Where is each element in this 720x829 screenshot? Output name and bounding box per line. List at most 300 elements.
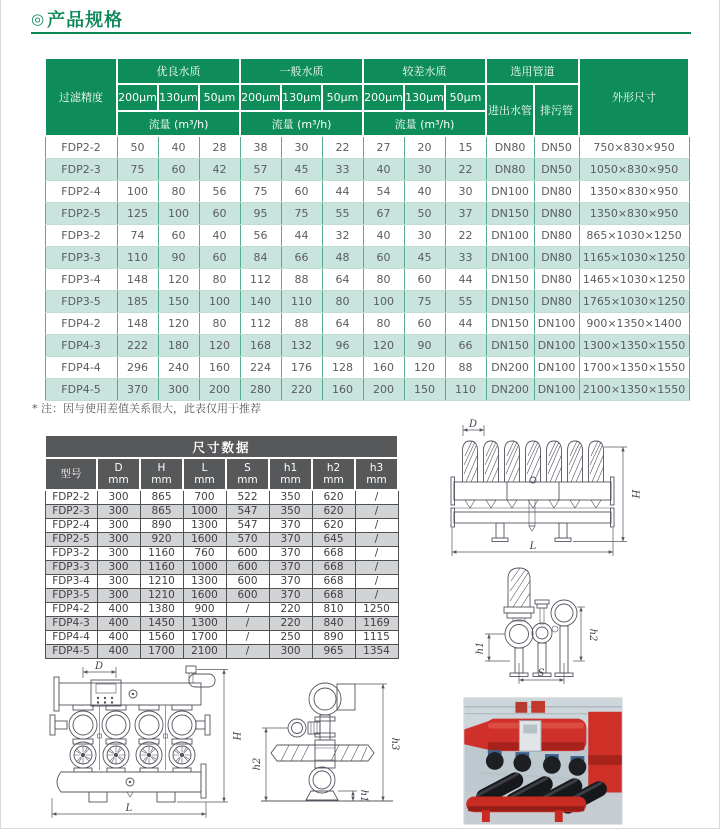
- value-cell: 620: [312, 504, 355, 518]
- model-cell: FDP3-2: [45, 546, 97, 560]
- value-cell: DN100: [486, 246, 534, 268]
- value-cell: 75: [240, 180, 281, 202]
- value-cell: 95: [240, 202, 281, 224]
- model-cell: FDP2-3: [45, 158, 117, 180]
- value-cell: 600: [226, 546, 269, 560]
- value-cell: 64: [322, 268, 363, 290]
- value-cell: 148: [117, 312, 158, 334]
- value-cell: 168: [240, 334, 281, 356]
- dim-label-h2: h2: [252, 757, 263, 771]
- value-cell: 44: [322, 180, 363, 202]
- value-cell: 75: [117, 158, 158, 180]
- model-cell: FDP4-2: [45, 602, 97, 616]
- value-cell: 22: [322, 136, 363, 158]
- value-cell: 40: [199, 224, 240, 246]
- value-cell: 40: [363, 158, 404, 180]
- value-cell: 55: [322, 202, 363, 224]
- value-cell: 810: [312, 602, 355, 616]
- value-cell: 300: [97, 546, 140, 560]
- value-cell: 84: [240, 246, 281, 268]
- value-cell: 30: [404, 224, 445, 246]
- size-table-row: [45, 616, 398, 630]
- size-table-header-row: [45, 458, 398, 490]
- size-table-row: [45, 560, 398, 574]
- size-column-header: h3 mm: [355, 458, 398, 490]
- value-cell: 100: [199, 290, 240, 312]
- value-cell: 1350×830×950: [579, 180, 689, 202]
- value-cell: 33: [322, 158, 363, 180]
- model-cell: FDP4-5: [45, 378, 117, 400]
- value-cell: DN100: [534, 378, 579, 400]
- value-cell: DN80: [534, 224, 579, 246]
- value-cell: DN200: [486, 356, 534, 378]
- drawing-single-unit-side-view: [253, 664, 413, 826]
- value-cell: 60: [363, 246, 404, 268]
- bullseye-icon: ◎: [31, 10, 45, 28]
- value-cell: /: [355, 574, 398, 588]
- size-table-row: [45, 532, 398, 546]
- value-cell: 900×1350×1400: [579, 312, 689, 334]
- value-cell: 40: [404, 180, 445, 202]
- flow-header: 流量 (m³/h): [240, 111, 363, 136]
- value-cell: 2100: [183, 644, 226, 658]
- value-cell: 668: [312, 574, 355, 588]
- value-cell: DN80: [534, 268, 579, 290]
- value-cell: 620: [312, 518, 355, 532]
- section-title: [31, 6, 123, 32]
- dim-label-h3: h3: [389, 737, 400, 751]
- value-cell: 1560: [140, 630, 183, 644]
- spec-table-row: [45, 334, 689, 356]
- value-cell: 128: [322, 356, 363, 378]
- value-cell: 1450: [140, 616, 183, 630]
- value-cell: 32: [322, 224, 363, 246]
- value-cell: 160: [363, 356, 404, 378]
- dim-label-h: H: [230, 731, 241, 741]
- value-cell: DN100: [486, 180, 534, 202]
- value-cell: 1160: [140, 546, 183, 560]
- value-cell: 37: [445, 202, 486, 224]
- value-cell: 620: [312, 490, 355, 504]
- value-cell: 668: [312, 588, 355, 602]
- value-cell: 75: [404, 290, 445, 312]
- value-cell: 370: [269, 574, 312, 588]
- value-cell: 1000: [183, 560, 226, 574]
- value-cell: 890: [140, 518, 183, 532]
- value-cell: /: [355, 504, 398, 518]
- size-table-row: [45, 602, 398, 616]
- value-cell: DN80: [534, 180, 579, 202]
- value-cell: 185: [117, 290, 158, 312]
- model-cell: FDP2-4: [45, 180, 117, 202]
- value-cell: 100: [158, 202, 199, 224]
- value-cell: 176: [281, 356, 322, 378]
- size-table-row: [45, 546, 398, 560]
- value-cell: 80: [322, 290, 363, 312]
- value-cell: 350: [269, 504, 312, 518]
- value-cell: 220: [269, 616, 312, 630]
- dim-label-l: L: [529, 541, 537, 552]
- value-cell: 160: [199, 356, 240, 378]
- size-table: [44, 434, 399, 659]
- value-cell: 1600: [183, 532, 226, 546]
- value-cell: 80: [158, 180, 199, 202]
- drawing-four-unit-front-view: [47, 661, 241, 826]
- value-cell: 1600: [183, 588, 226, 602]
- value-cell: 60: [199, 202, 240, 224]
- value-cell: 865: [140, 490, 183, 504]
- value-cell: 112: [240, 312, 281, 334]
- value-cell: 132: [281, 334, 322, 356]
- value-cell: /: [226, 644, 269, 658]
- value-cell: /: [226, 616, 269, 630]
- value-cell: 220: [269, 602, 312, 616]
- value-cell: DN80: [534, 202, 579, 224]
- value-cell: 890: [312, 630, 355, 644]
- value-cell: 547: [226, 518, 269, 532]
- value-cell: 42: [199, 158, 240, 180]
- spec-table-row: [45, 378, 689, 400]
- model-cell: FDP3-4: [45, 268, 117, 290]
- value-cell: 300: [269, 644, 312, 658]
- model-cell: FDP3-5: [45, 290, 117, 312]
- value-cell: 90: [158, 246, 199, 268]
- value-cell: DN100: [534, 312, 579, 334]
- drawing-filter-side-view: [451, 563, 646, 700]
- value-cell: 64: [322, 312, 363, 334]
- value-cell: DN150: [486, 334, 534, 356]
- value-cell: 1465×1030×1250: [579, 268, 689, 290]
- spec-col-filter-precision: 过滤精度: [45, 58, 117, 136]
- value-cell: 110: [117, 246, 158, 268]
- spec-group-pipes: 选用管道: [486, 58, 579, 84]
- flow-header: 流量 (m³/h): [363, 111, 486, 136]
- value-cell: 66: [445, 334, 486, 356]
- value-cell: DN100: [486, 224, 534, 246]
- value-cell: 60: [404, 268, 445, 290]
- value-cell: 60: [281, 180, 322, 202]
- value-cell: 50: [404, 202, 445, 224]
- size-table-body: [45, 490, 398, 658]
- micron-header: 130μm: [158, 84, 199, 111]
- size-column-header: L mm: [183, 458, 226, 490]
- footnote: * 注：因与使用差值关系很大，此表仅用于推荐: [32, 402, 261, 415]
- dim-label-h: H: [629, 489, 640, 499]
- model-cell: FDP2-2: [45, 490, 97, 504]
- value-cell: 1350×830×950: [579, 202, 689, 224]
- model-cell: FDP3-2: [45, 224, 117, 246]
- value-cell: 300: [97, 588, 140, 602]
- spec-table-row: [45, 136, 689, 158]
- model-cell: FDP4-3: [45, 616, 97, 630]
- dim-label-h1: h1: [358, 789, 369, 803]
- dim-label-l: L: [125, 803, 133, 814]
- size-column-header: h1 mm: [269, 458, 312, 490]
- spec-group-excellent-water: 优良水质: [117, 58, 240, 84]
- value-cell: 200: [199, 378, 240, 400]
- value-cell: 120: [158, 268, 199, 290]
- spec-table-row: [45, 356, 689, 378]
- value-cell: 60: [404, 312, 445, 334]
- value-cell: 110: [281, 290, 322, 312]
- value-cell: 112: [240, 268, 281, 290]
- model-cell: FDP4-2: [45, 312, 117, 334]
- value-cell: 140: [240, 290, 281, 312]
- value-cell: 75: [281, 202, 322, 224]
- value-cell: /: [355, 518, 398, 532]
- value-cell: 120: [363, 334, 404, 356]
- size-column-header: h2 mm: [312, 458, 355, 490]
- value-cell: 2100×1350×1550: [579, 378, 689, 400]
- value-cell: 1300: [183, 616, 226, 630]
- value-cell: 1210: [140, 588, 183, 602]
- model-cell: FDP3-3: [45, 560, 97, 574]
- value-cell: 1000: [183, 504, 226, 518]
- value-cell: 22: [445, 158, 486, 180]
- value-cell: 1765×1030×1250: [579, 290, 689, 312]
- size-column-header: D mm: [97, 458, 140, 490]
- value-cell: 370: [117, 378, 158, 400]
- value-cell: 1169: [355, 616, 398, 630]
- model-cell: FDP2-2: [45, 136, 117, 158]
- model-cell: FDP4-3: [45, 334, 117, 356]
- value-cell: 750×830×950: [579, 136, 689, 158]
- title-underline: [31, 32, 691, 34]
- value-cell: 965: [312, 644, 355, 658]
- value-cell: 45: [404, 246, 445, 268]
- value-cell: 1700×1350×1550: [579, 356, 689, 378]
- value-cell: 200: [363, 378, 404, 400]
- micron-header: 200μm: [240, 84, 281, 111]
- value-cell: 40: [158, 136, 199, 158]
- model-cell: FDP4-4: [45, 356, 117, 378]
- model-cell: FDP2-5: [45, 202, 117, 224]
- micron-header: 200μm: [363, 84, 404, 111]
- size-table-row: [45, 644, 398, 658]
- model-cell: FDP3-3: [45, 246, 117, 268]
- micron-header: 200μm: [117, 84, 158, 111]
- value-cell: 44: [445, 268, 486, 290]
- dim-label-h1: h1: [475, 641, 486, 655]
- value-cell: /: [355, 532, 398, 546]
- value-cell: 90: [404, 334, 445, 356]
- value-cell: 350: [269, 490, 312, 504]
- value-cell: 840: [312, 616, 355, 630]
- value-cell: 44: [281, 224, 322, 246]
- section-title-text: 产品规格: [47, 10, 124, 31]
- value-cell: 80: [199, 312, 240, 334]
- inlet-outlet-pipe-header: 进出水管: [486, 84, 534, 136]
- value-cell: 45: [281, 158, 322, 180]
- spec-table-body: [45, 136, 689, 400]
- value-cell: DN80: [486, 158, 534, 180]
- value-cell: 125: [117, 202, 158, 224]
- value-cell: /: [355, 490, 398, 504]
- value-cell: 1700: [140, 644, 183, 658]
- model-cell: FDP2-3: [45, 504, 97, 518]
- spec-table-row: [45, 202, 689, 224]
- value-cell: 50: [117, 136, 158, 158]
- value-cell: DN80: [486, 136, 534, 158]
- value-cell: 120: [158, 312, 199, 334]
- spec-table-row: [45, 224, 689, 246]
- value-cell: 40: [363, 224, 404, 246]
- value-cell: 67: [363, 202, 404, 224]
- value-cell: 57: [240, 158, 281, 180]
- value-cell: 600: [226, 574, 269, 588]
- value-cell: /: [226, 602, 269, 616]
- model-cell: FDP3-5: [45, 588, 97, 602]
- value-cell: 570: [226, 532, 269, 546]
- value-cell: 1160: [140, 560, 183, 574]
- size-table-row: [45, 490, 398, 504]
- value-cell: 30: [281, 136, 322, 158]
- value-cell: 60: [199, 246, 240, 268]
- value-cell: 38: [240, 136, 281, 158]
- value-cell: DN150: [486, 268, 534, 290]
- value-cell: 30: [445, 180, 486, 202]
- value-cell: 700: [183, 490, 226, 504]
- size-table-row: [45, 574, 398, 588]
- value-cell: 100: [117, 180, 158, 202]
- value-cell: 1250: [355, 602, 398, 616]
- micron-header: 130μm: [404, 84, 445, 111]
- value-cell: 300: [97, 574, 140, 588]
- value-cell: 600: [226, 560, 269, 574]
- value-cell: /: [226, 630, 269, 644]
- spec-group-general-water: 一般水质: [240, 58, 363, 84]
- value-cell: 250: [269, 630, 312, 644]
- dim-label-h2: h2: [587, 628, 598, 642]
- value-cell: 96: [322, 334, 363, 356]
- spec-table-row: [45, 158, 689, 180]
- value-cell: 48: [322, 246, 363, 268]
- value-cell: 28: [199, 136, 240, 158]
- value-cell: 220: [281, 378, 322, 400]
- value-cell: 1210: [140, 574, 183, 588]
- value-cell: 74: [117, 224, 158, 246]
- value-cell: 1165×1030×1250: [579, 246, 689, 268]
- value-cell: 150: [404, 378, 445, 400]
- value-cell: 240: [158, 356, 199, 378]
- value-cell: 522: [226, 490, 269, 504]
- value-cell: 600: [226, 588, 269, 602]
- value-cell: DN80: [534, 246, 579, 268]
- value-cell: 300: [97, 560, 140, 574]
- spec-group-poor-water: 较差水质: [363, 58, 486, 84]
- value-cell: 15: [445, 136, 486, 158]
- value-cell: 60: [158, 224, 199, 246]
- value-cell: DN80: [534, 290, 579, 312]
- value-cell: DN50: [534, 136, 579, 158]
- value-cell: 160: [322, 378, 363, 400]
- value-cell: 668: [312, 546, 355, 560]
- value-cell: 296: [117, 356, 158, 378]
- value-cell: DN200: [486, 378, 534, 400]
- value-cell: 56: [240, 224, 281, 246]
- value-cell: 1380: [140, 602, 183, 616]
- value-cell: 55: [445, 290, 486, 312]
- value-cell: 400: [97, 644, 140, 658]
- value-cell: 20: [404, 136, 445, 158]
- value-cell: 1300×1350×1550: [579, 334, 689, 356]
- value-cell: 865: [140, 504, 183, 518]
- size-table-row: [45, 518, 398, 532]
- dim-label-d: D: [94, 661, 104, 672]
- value-cell: 370: [269, 546, 312, 560]
- value-cell: 1115: [355, 630, 398, 644]
- value-cell: 22: [445, 224, 486, 246]
- model-cell: FDP4-5: [45, 644, 97, 658]
- value-cell: DN50: [534, 158, 579, 180]
- value-cell: 1354: [355, 644, 398, 658]
- value-cell: DN150: [486, 312, 534, 334]
- value-cell: /: [355, 560, 398, 574]
- value-cell: 760: [183, 546, 226, 560]
- dim-label-s: S: [537, 668, 545, 679]
- value-cell: 1300: [183, 518, 226, 532]
- value-cell: 400: [97, 630, 140, 644]
- value-cell: 150: [158, 290, 199, 312]
- value-cell: 224: [240, 356, 281, 378]
- spec-table-row: [45, 180, 689, 202]
- value-cell: 370: [269, 560, 312, 574]
- drain-pipe-header: 排污管: [534, 84, 579, 136]
- value-cell: 56: [199, 180, 240, 202]
- value-cell: 88: [445, 356, 486, 378]
- spec-table-row: [45, 312, 689, 334]
- micron-header: 50μm: [322, 84, 363, 111]
- value-cell: 100: [363, 290, 404, 312]
- value-cell: 300: [158, 378, 199, 400]
- value-cell: 60: [158, 158, 199, 180]
- value-cell: 668: [312, 560, 355, 574]
- value-cell: 370: [269, 588, 312, 602]
- value-cell: DN100: [534, 334, 579, 356]
- spec-col-dimensions: 外形尺寸: [579, 58, 689, 136]
- model-cell: FDP2-5: [45, 532, 97, 546]
- value-cell: 400: [97, 602, 140, 616]
- size-table-row: [45, 588, 398, 602]
- spec-table-row: [45, 290, 689, 312]
- value-cell: 88: [281, 268, 322, 290]
- value-cell: DN150: [486, 202, 534, 224]
- value-cell: 80: [199, 268, 240, 290]
- value-cell: 300: [97, 504, 140, 518]
- value-cell: 80: [363, 312, 404, 334]
- value-cell: 1050×830×950: [579, 158, 689, 180]
- size-table-row: [45, 630, 398, 644]
- value-cell: 300: [97, 518, 140, 532]
- micron-header: 50μm: [199, 84, 240, 111]
- value-cell: 1700: [183, 630, 226, 644]
- value-cell: 1300: [183, 574, 226, 588]
- value-cell: 148: [117, 268, 158, 290]
- spec-table: [44, 57, 690, 401]
- value-cell: 44: [445, 312, 486, 334]
- dim-label-d: D: [468, 419, 478, 430]
- value-cell: 110: [445, 378, 486, 400]
- value-cell: 900: [183, 602, 226, 616]
- value-cell: 80: [363, 268, 404, 290]
- value-cell: 370: [269, 518, 312, 532]
- value-cell: 920: [140, 532, 183, 546]
- value-cell: 645: [312, 532, 355, 546]
- value-cell: 27: [363, 136, 404, 158]
- value-cell: 88: [281, 312, 322, 334]
- flow-header: 流量 (m³/h): [117, 111, 240, 136]
- micron-header: 130μm: [281, 84, 322, 111]
